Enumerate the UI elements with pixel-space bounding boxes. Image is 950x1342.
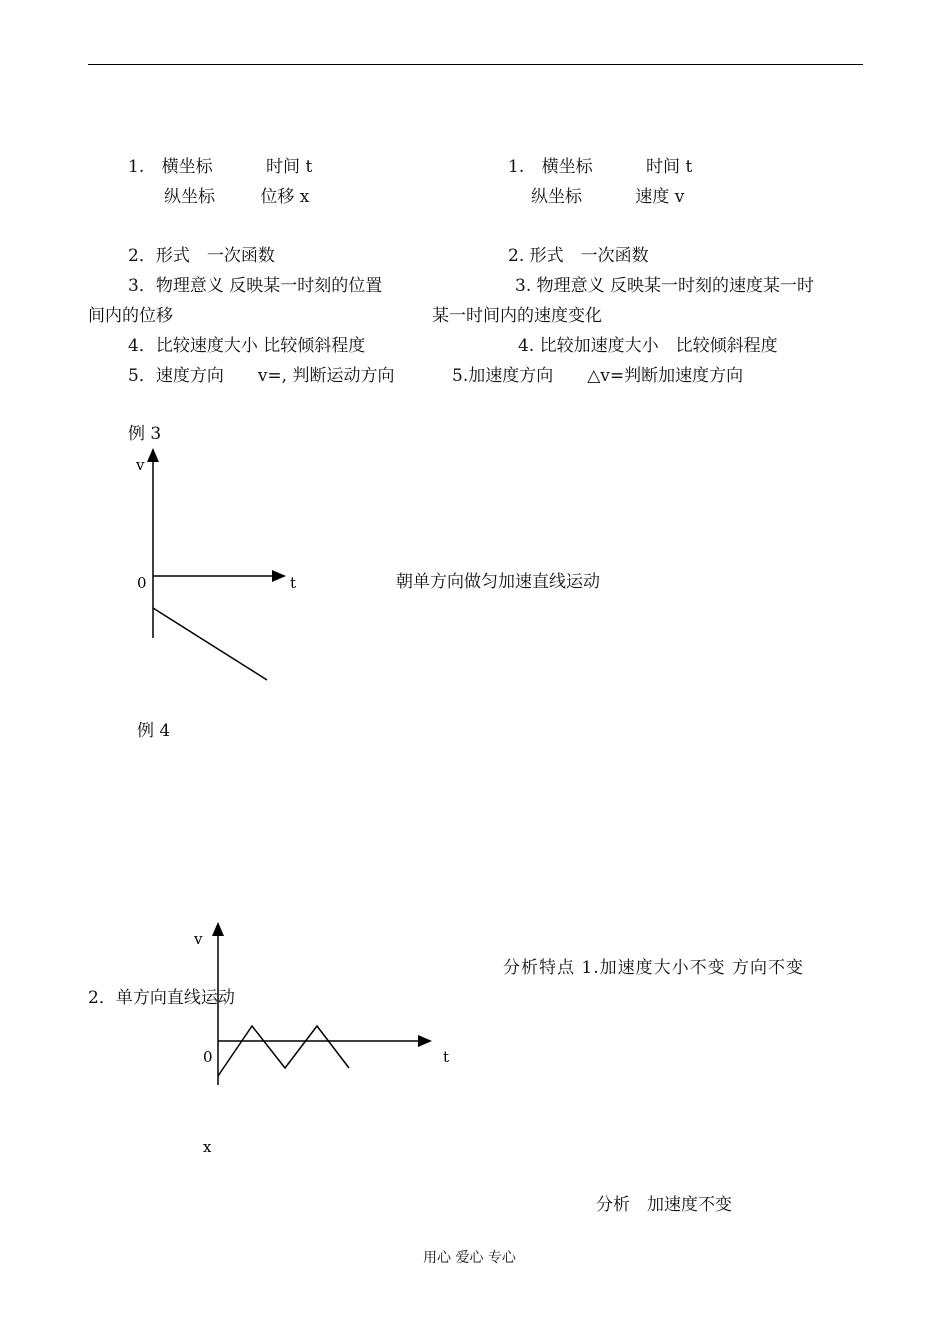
example4-origin-label: 0	[203, 1048, 213, 1066]
right-item1b-value: 速度 v	[635, 187, 685, 207]
example4-second-axis-label: x	[203, 1138, 212, 1156]
example3-title: 例 3	[128, 424, 162, 444]
left-item2: 2．形式 一次函数	[128, 246, 275, 266]
right-item1-num: 1.	[508, 157, 525, 177]
left-item1-value: 时间 t	[266, 157, 313, 177]
left-item3-line2: 间内的位移	[88, 306, 173, 326]
page-footer: 用心 爱心 专心	[423, 1250, 516, 1266]
example4-x-arrow	[418, 1035, 432, 1047]
example4-axis-x-label: t	[443, 1048, 450, 1066]
right-item2: 2. 形式 一次函数	[508, 246, 649, 266]
example3-description: 朝单方向做匀加速直线运动	[396, 572, 600, 592]
left-item5: 5．速度方向 v=, 判断运动方向	[128, 366, 395, 386]
example4-analysis-line2: 2．单方向直线运动	[88, 988, 235, 1008]
right-item4: 4. 比较加速度大小 比较倾斜程度	[518, 336, 778, 356]
right-item1b-label: 纵坐标	[531, 187, 582, 207]
example4-analysis2: 分析 加速度不变	[596, 1195, 732, 1215]
example4-title: 例 4	[137, 721, 171, 741]
example4-analysis-line1: 分析特点 1.加速度大小不变 方向不变	[503, 958, 805, 978]
right-item3-line2: 某一时间内的速度变化	[432, 306, 602, 326]
right-item1-value: 时间 t	[646, 157, 693, 177]
left-item1b-value: 位移 x	[260, 187, 310, 207]
left-item4: 4．比较速度大小 比较倾斜程度	[128, 336, 366, 356]
example4-y-arrow	[212, 922, 224, 936]
left-item3-line1: 3．物理意义 反映某一时刻的位置	[128, 276, 383, 296]
left-item1b-label: 纵坐标	[164, 187, 215, 207]
right-item3-line1: 3. 物理意义 反映某一时刻的速度某一时	[515, 276, 815, 296]
right-item5: 5.加速度方向 △v=判断加速度方向	[452, 366, 744, 386]
left-item1-num: 1.	[128, 157, 145, 177]
example4-axis-y-label: v	[194, 930, 203, 948]
left-item1-label: 横坐标	[161, 157, 213, 177]
example3-axis-x-label: t	[290, 574, 297, 592]
example3-origin-label: 0	[137, 574, 147, 592]
example3-axis-y-label: v	[136, 456, 145, 474]
example4-velocity-zigzag	[218, 1026, 349, 1076]
right-item1-label: 横坐标	[541, 157, 593, 177]
